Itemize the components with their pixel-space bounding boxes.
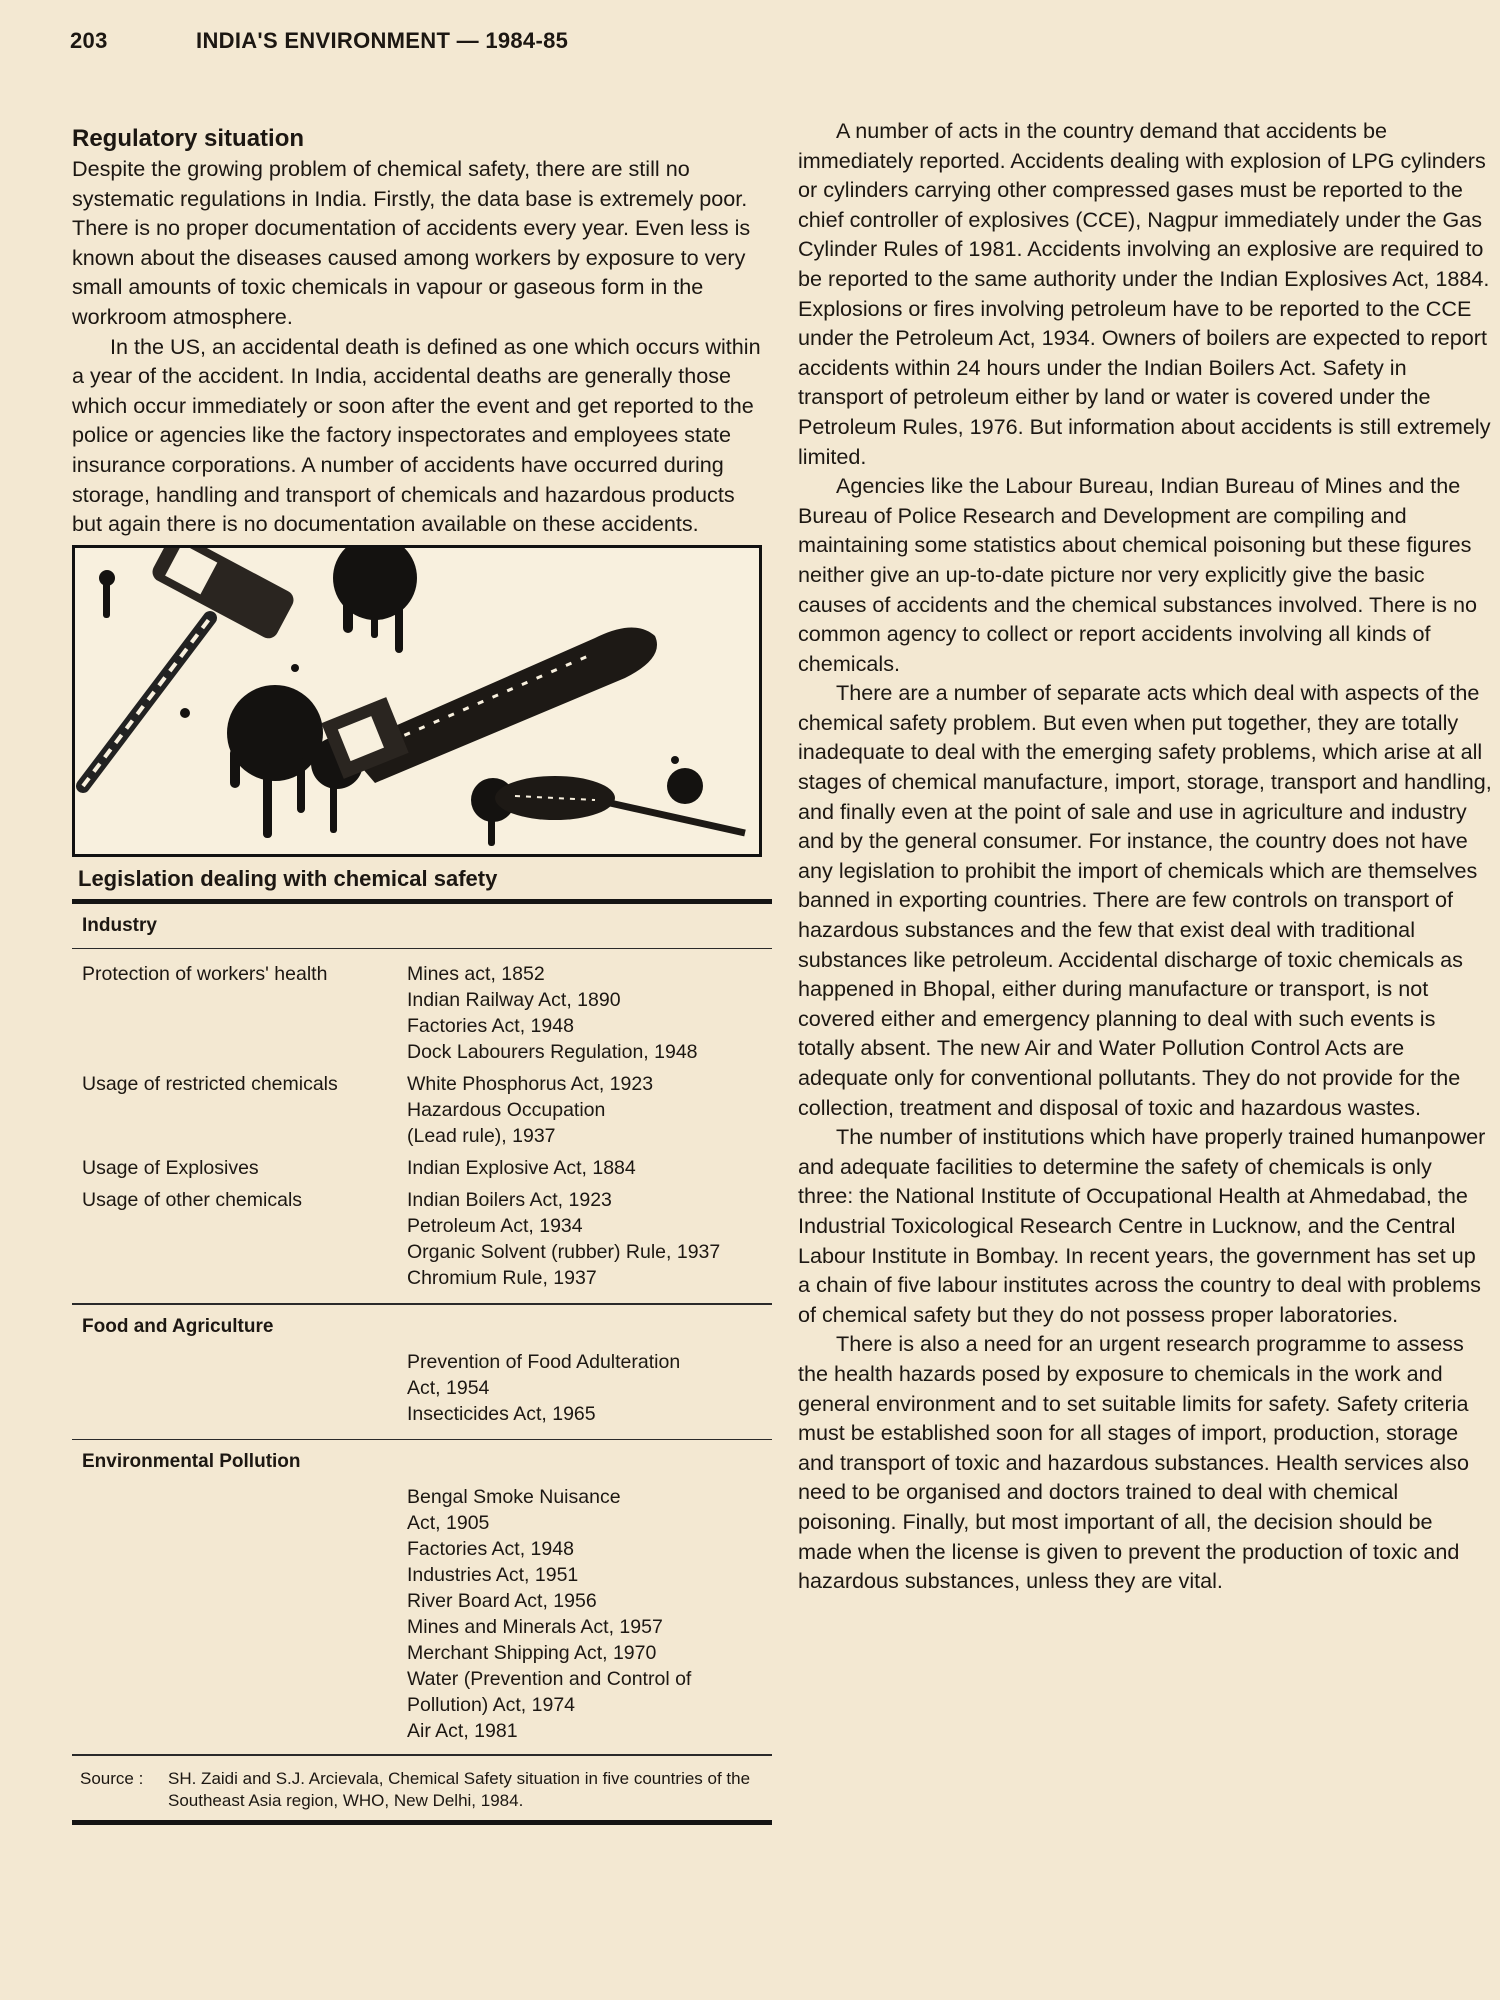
- left-column: [72, 124, 768, 1825]
- screwdriver-icon: [495, 776, 745, 833]
- table-row: [72, 1349, 772, 1427]
- source-text: SH. Zaidi and S.J. Arcievala, Chemical Safety situation in five countries of the Southeast Asia region, WHO, New Delhi, 1984.: [168, 1768, 751, 1810]
- tools-drawing: [75, 548, 759, 854]
- act-item: Hazardous Occupation: [407, 1099, 606, 1122]
- act-item: Indian Boilers Act, 1923: [407, 1189, 612, 1212]
- act-item: Mines and Minerals Act, 1957: [407, 1616, 663, 1639]
- body-paragraph: The number of institutions which have properly trained humanpower and adequate facilities to determine the safety of chemicals is only three: the National Institute of Occupational Health at Ahmedabad, the Industrial Toxicological Research Centre in Lucknow, and the Central Labour Institute in Bombay. In recent years, the government has set up a chain of five labour institutes across the country to deal with problems of chemical safety but they do not possess proper laboratories.: [798, 1124, 1486, 1327]
- table-title: Legislation dealing with chemical safety: [78, 865, 498, 891]
- act-item: Bengal Smoke Nuisance: [407, 1486, 621, 1509]
- body-paragraph: Despite the growing problem of chemical safety, there are still no systematic regulations in India. Firstly, the data base is extremely poor. There is no proper documentation of accidents every year. Even less is known about the diseases caused among workers by exposure to very small amounts of toxic chemicals in vapour or gaseous form in the workroom atmosphere.: [72, 156, 751, 329]
- row-category: Usage of restricted chemicals: [82, 1073, 338, 1096]
- body-paragraph: There is also a need for an urgent research programme to assess the health hazards posed by exposure to chemicals in the work and general environment and to set suitable limits for safety. Safety criteria must be established soon for all stages of import, production, storage and transport of toxic and hazardous substances. Health services also need to be organised and doctors trained to deal with chemical poisoning. Finally, but most important of all, the decision should be made when the license is given to prevent the production of toxic and hazardous substances, unless they are vital.: [798, 1331, 1469, 1594]
- table-row: [72, 961, 772, 1065]
- act-item: Act, 1954: [407, 1376, 490, 1399]
- right-column: [798, 116, 1492, 1596]
- table-row: [72, 1187, 772, 1291]
- act-item: Petroleum Act, 1934: [407, 1215, 583, 1238]
- table-source: [72, 1768, 772, 1812]
- table-row: [72, 1155, 772, 1181]
- act-item: Indian Explosive Act, 1884: [407, 1157, 636, 1180]
- act-item: Organic Solvent (rubber) Rule, 1937: [407, 1241, 721, 1264]
- row-category: [72, 1484, 407, 1744]
- act-item: Mines act, 1852: [407, 963, 545, 986]
- table-group-environmental-pollution: [72, 1440, 772, 1756]
- act-item: Industries Act, 1951: [407, 1564, 579, 1587]
- act-item: Indian Railway Act, 1890: [407, 989, 621, 1012]
- act-item: Water (Prevention and Control of: [407, 1668, 692, 1691]
- row-category: Usage of Explosives: [82, 1157, 259, 1180]
- body-paragraph: A number of acts in the country demand that accidents be immediately reported. Accidents dealing with explosion of LPG cylinders or cylinders carrying other compressed gases must be reported to the chief controller of explosives (CCE), Nagpur immediately under the Gas Cylinder Rules of 1981. Accidents involving an explosive are required to be reported to the same authority under the Indian Explosives Act, 1884. Explosions or fires involving petroleum have to be reported to the CCE under the Petroleum Act, 1934. Owners of boilers are expected to report accidents within 24 hours under the Indian Boilers Act. Safety in transport of petroleum either by land or water is covered under the Petroleum Rules, 1976. But information about accidents is still extremely limited.: [798, 118, 1491, 469]
- divider: [72, 1754, 772, 1756]
- act-item: Prevention of Food Adulteration: [407, 1350, 681, 1373]
- tools-illustration: [72, 545, 762, 857]
- act-item: Act, 1905: [407, 1512, 490, 1535]
- wrench-icon: [321, 627, 657, 783]
- act-item: Chromium Rule, 1937: [407, 1267, 597, 1290]
- row-category: Protection of workers' health: [82, 963, 328, 986]
- body-paragraph: There are a number of separate acts which deal with aspects of the chemical safety problem. But even when put together, they are totally inadequate to deal with the emerging safety problems, which arise at all stages of chemical manufacture, import, storage, transport and handling, and finally even at the point of sale and use in agriculture and industry and by the general consumer. For instance, the country does not have any legislation to prohibit the import of chemicals which are themselves banned in exporting countries. There are few controls on transport of hazardous substances and the few that exist deal with traditional substances like petroleum. Accidental discharge of toxic chemicals as happened in Bhopal, either during manufacture or transport, is not covered either and emergency planning to deal with such events is totally absent. The new Air and Water Pollution Control Acts are adequate only for conventional pollutants. They do not provide for the collection, treatment and disposal of toxic and hazardous wastes.: [798, 680, 1492, 1120]
- act-item: Dock Labourers Regulation, 1948: [407, 1041, 698, 1064]
- row-category: Usage of other chemicals: [82, 1189, 303, 1212]
- table-bottom-rule: [72, 1820, 772, 1825]
- table-group-industry: [72, 904, 772, 1305]
- source-label: Source :: [80, 1768, 144, 1788]
- table-group-food-agriculture: [72, 1305, 772, 1441]
- body-paragraph: In the US, an accidental death is defined as one which occurs within a year of the accident. In India, accidental deaths are generally those which occur immediately or soon after the event and get reported to the police or agencies like the factory inspectorates and employees state insurance corporations. A number of accidents have occurred during storage, handling and transport of chemicals and hazardous products but again there is no documentation available on these accidents.: [72, 333, 761, 537]
- act-item: Merchant Shipping Act, 1970: [407, 1642, 657, 1665]
- page-number: 203: [70, 28, 108, 53]
- act-item: Factories Act, 1948: [407, 1015, 574, 1038]
- table-row: [72, 1071, 772, 1149]
- group-title: Food and Agriculture: [82, 1315, 274, 1337]
- group-title: Industry: [82, 914, 157, 936]
- act-item: Air Act, 1981: [407, 1720, 518, 1743]
- act-item: White Phosphorus Act, 1923: [407, 1073, 654, 1096]
- act-item: Pollution) Act, 1974: [407, 1694, 576, 1717]
- act-item: (Lead rule), 1937: [407, 1125, 556, 1148]
- body-paragraph: Agencies like the Labour Bureau, Indian Bureau of Mines and the Bureau of Police Research and Development are compiling and maintaining some statistics about chemical poisoning but these figures neither give an up-to-date picture nor very explicitly give the basic causes of accidents and the chemical substances involved. There is no common agency to collect or report accidents involving all kinds of chemicals.: [798, 473, 1477, 676]
- act-item: Factories Act, 1948: [407, 1538, 574, 1561]
- group-title: Environmental Pollution: [82, 1451, 301, 1473]
- running-title: INDIA'S ENVIRONMENT — 1984-85: [196, 28, 569, 53]
- row-category: [72, 1349, 407, 1427]
- table-row: [72, 1484, 772, 1744]
- page-header: [70, 28, 568, 54]
- act-item: Insecticides Act, 1965: [407, 1402, 596, 1425]
- section-heading: Regulatory situation: [72, 125, 305, 152]
- act-item: River Board Act, 1956: [407, 1590, 597, 1613]
